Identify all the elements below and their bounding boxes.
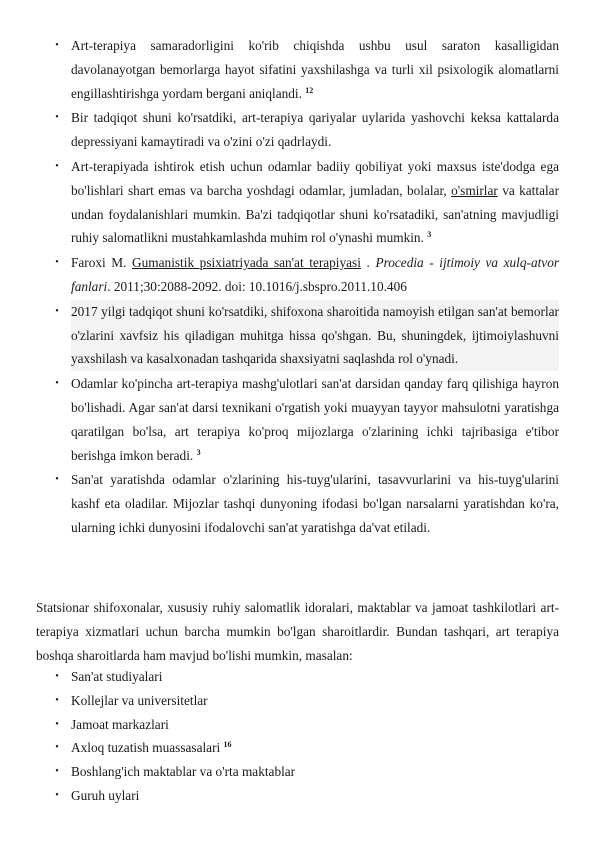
item-text: Art-terapiya samaradorligini ko'rib chiqishda ushbu usul saraton kasalligidan davolanayotgan bemorlarga hayot sifatini yaxshilashga va turli xil psixologik alomatlarni engillashtirishga yordam bergani aniqlandi. bbox=[71, 38, 559, 101]
list-item bbox=[55, 468, 559, 539]
footnote-ref[interactable]: 3 bbox=[427, 230, 432, 240]
bullet-icon: • bbox=[55, 112, 59, 124]
list-item bbox=[55, 300, 559, 371]
bullet-icon: • bbox=[55, 40, 59, 51]
footnote-ref[interactable]: 3 bbox=[196, 447, 201, 457]
list-item bbox=[55, 736, 559, 760]
item-text: va kattalar undan foydalanishlari mumkin. Ba'zi tadqiqotlar shuni ko'rsatadiki, san'atning mavjudligi ruhiy salomatlikni mustahkamlashda muhim rol o'ynashi mumkin. bbox=[71, 182, 559, 246]
bullet-icon: • bbox=[55, 160, 59, 172]
teenagers-link[interactable]: o'smirlar bbox=[451, 182, 498, 198]
list-item bbox=[55, 689, 559, 713]
bullet-icon: • bbox=[55, 305, 59, 317]
bullet-icon: • bbox=[55, 694, 59, 706]
reference-separator: . bbox=[366, 255, 370, 271]
list-item bbox=[55, 713, 559, 737]
item-text: San'at yaratishda odamlar o'zlarining his-tuyg'ularini, tasavvurlarini va his-tuyg'ularini kashf eta oladilar. Mijozlar tashqi dunyoning ifodasi bo'lgan narsalarni yaratishdan ko'ra, ularning ichki dunyosini ifodalovchi san'at yaratishga da'vat etiladi. bbox=[71, 472, 559, 535]
bullet-icon: • bbox=[55, 766, 59, 778]
list-item bbox=[55, 155, 559, 250]
bullet-icon: • bbox=[55, 378, 59, 390]
item-text: Axloq tuzatish muassasalari bbox=[71, 740, 221, 756]
reference-author: Faroxi M. bbox=[71, 255, 127, 271]
list-item bbox=[55, 34, 559, 105]
benefits-list bbox=[55, 34, 560, 541]
list-item bbox=[55, 665, 559, 689]
settings-list bbox=[55, 665, 559, 808]
bullet-icon: • bbox=[55, 257, 59, 269]
item-text: Odamlar ko'pincha art-terapiya mashg'ulotlari san'at darsidan qanday farq qilishiga hayron bo'lishadi. Agar san'at darsi texnikani o'rgatish yoki muayyan tayyor mahsulotni yaratishga qaratilgan bo'lsa, art terapiya ko'proq mijozlarga o'zlarining ichki tajribasiga e'tibor berishga imkon beradi. bbox=[71, 376, 559, 463]
item-text: Boshlang'ich maktablar va o'rta maktablar bbox=[71, 764, 296, 780]
item-text: San'at studiyalari bbox=[71, 669, 163, 684]
reference-title-link[interactable]: Gumanistik psixiatriyada san'at terapiyasi bbox=[132, 255, 361, 271]
list-item bbox=[55, 760, 559, 784]
bullet-icon: • bbox=[55, 789, 59, 801]
list-item bbox=[55, 372, 559, 467]
reference-item bbox=[55, 251, 560, 299]
bullet-icon: • bbox=[55, 671, 59, 682]
item-text: Bir tadqiqot shuni ko'rsatdiki, art-terapiya qariyalar uylarida yashovchi keksa kattalarda depressiyani kamaytiradi va o'zini o'zi qadrlaydi. bbox=[71, 110, 559, 150]
bullet-icon: • bbox=[55, 742, 59, 754]
item-text: Art-terapiyada ishtirok etish uchun odamlar badiiy qobiliyat yoki maxsus iste'dodga ega bo'lishlari shart emas va barcha yoshdagi odamlar, jumladan, bolalar, bbox=[71, 158, 559, 198]
list-item bbox=[55, 784, 559, 808]
footnote-ref[interactable]: 16 bbox=[223, 740, 232, 750]
reference-journal: Procedia - ijtimoiy va xulq-atvor fanlari bbox=[71, 255, 560, 294]
item-text: Jamoat markazlari bbox=[71, 716, 169, 732]
bullet-icon: • bbox=[55, 474, 59, 486]
bullet-icon: • bbox=[55, 718, 59, 730]
footnote-ref[interactable]: 12 bbox=[305, 85, 314, 95]
item-text: Kollejlar va universitetlar bbox=[71, 692, 208, 708]
reference-details: . 2011;30:2088-2092. doi: 10.1016/j.sbspro.2011.10.406 bbox=[107, 278, 407, 294]
item-text: Guruh uylari bbox=[71, 787, 140, 803]
item-text: 2017 yilgi tadqiqot shuni ko'rsatdiki, shifoxona sharoitida namoyish etilgan san'at bemorlar o'zlarini xavfsiz his qiladigan muhitga hissa qo'shgan. Bu, shuningdek, ijtimoiylashuvni yaxshilash va kasalxonadan tashqarida shaxsiyatni saqlashda rol o'ynadi. bbox=[71, 303, 559, 367]
settings-paragraph: Statsionar shifoxonalar, xususiy ruhiy salomatlik idoralari, maktablar va jamoat tashkilotlari art-terapiya xizmatlari uchun barcha mumkin bo'lgan sharoitlardir. Bundan tashqari, art terapiya boshqa sharoitlarda ham mavjud bo'lishi mumkin, masalan: bbox=[36, 600, 559, 663]
list-item bbox=[55, 106, 559, 154]
